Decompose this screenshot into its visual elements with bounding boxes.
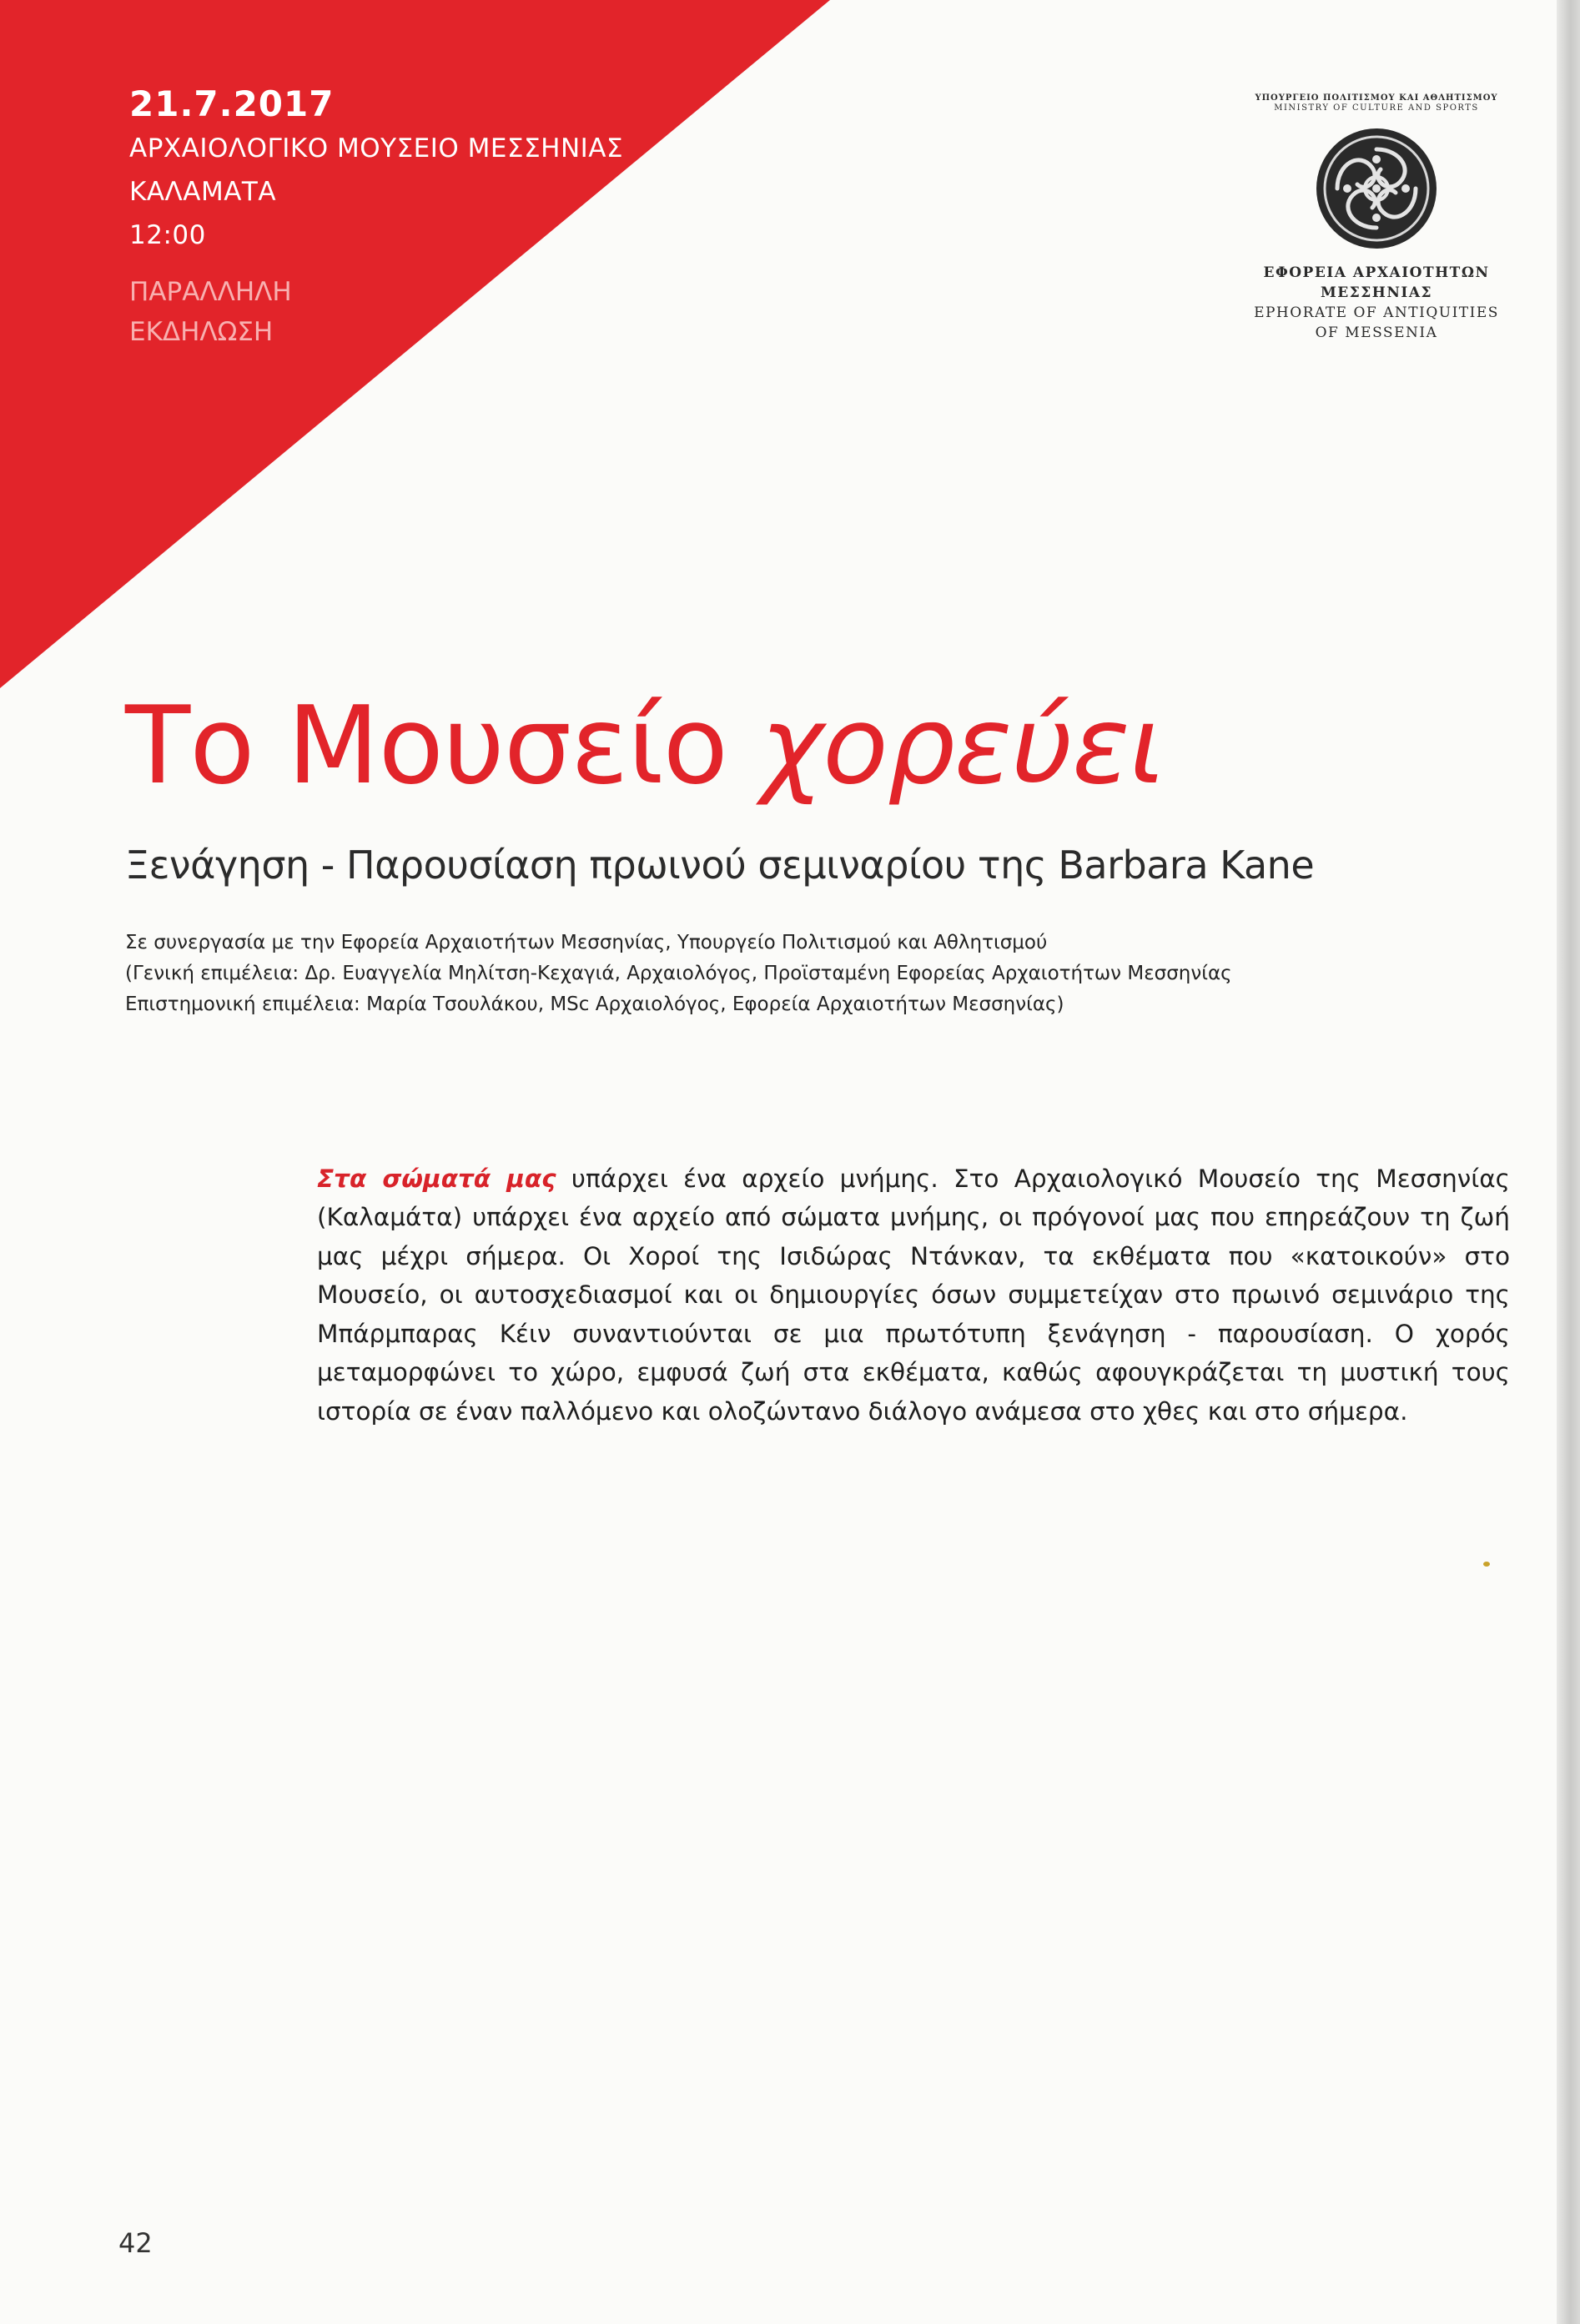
title-regular: Το Μουσείο	[125, 684, 761, 808]
event-info	[129, 82, 623, 352]
credits-line: (Γενική επιμέλεια: Δρ. Ευαγγελία Μηλίτση-Κεχαγιά, Αρχαιολόγος, Προϊσταμένη Εφορείας Αρχαιοτήτων Μεσσηνίας	[125, 963, 1232, 984]
event-time: 12:00	[129, 220, 206, 250]
ministry-name-greek: ΥΠΟΥΡΓΕΙΟ ΠΟΛΙΤΙΣΜΟΥ ΚΑΙ ΑΘΛΗΤΙΣΜΟΥ	[1255, 93, 1498, 103]
ephorate-english-line-2: OF MESSENIA	[1315, 324, 1438, 341]
ephorate-greek-line-2: ΜΕΣΣΗΝΙΑΣ	[1320, 284, 1433, 301]
ministry-name-english: MINISTRY OF CULTURE AND SPORTS	[1274, 103, 1479, 113]
page-title	[125, 684, 1165, 809]
page-edge-shadow	[1557, 0, 1580, 2324]
print-speck	[1483, 1562, 1490, 1567]
page-number: 42	[118, 2227, 153, 2259]
ministry-seal-icon	[1314, 126, 1439, 251]
credits-line: Επιστημονική επιμέλεια: Μαρία Τσουλάκου, MSc Αρχαιολόγος, Εφορεία Αρχαιοτήτων Μεσσηνίας)	[125, 993, 1064, 1015]
event-city: ΚΑΛΑΜΑΤΑ	[129, 177, 277, 207]
page-subtitle: Ξενάγηση - Παρουσίαση πρωινού σεμιναρίου της Barbara Kane	[125, 843, 1315, 888]
ephorate-greek-line-1: ΕΦΟΡΕΙΑ ΑΡΧΑΙΟΤΗΤΩΝ	[1263, 264, 1490, 281]
ephorate-english-line-1: EPHORATE OF ANTIQUITIES	[1254, 304, 1499, 321]
body-lead: Στα σώματά μας	[317, 1164, 556, 1193]
credits-block	[125, 928, 1232, 1020]
parallel-line-1: ΠΑΡΑΛΛΗΛΗ	[129, 277, 292, 307]
body-text: υπάρχει ένα αρχείο μνήμης. Στο Αρχαιολογικό Μουσείο της Μεσσηνίας (Καλαμάτα) υπάρχει ένα αρχείο από σώματα μνήμης, οι πρόγονοί μας που επηρεάζουν τη ζωή μας μέχρι σήμερα. Οι Χοροί της Ισιδώρας Ντάνκαν, τα εκθέματα που «κατοικούν» στο Μουσείο, οι αυτοσχεδιασμοί και οι δημιουργίες όσων συμμετείχαν στο πρωινό σεμινάριο της Μπάρμπαρας Κέιν συναντιούνται σε μια πρωτότυπη ξενάγηση - παρουσίαση. Ο χορός μεταμορφώνει το χώρο, εμφυσά ζωή στα εκθέματα, καθώς αφουγκράζεται τη μυστική τους ιστορία σε έναν παλλόμενο και ολοζώντανο διάλογο ανάμεσα στο χθες και στο σήμερα.	[317, 1164, 1510, 1426]
parallel-line-2: ΕΚΔΗΛΩΣΗ	[129, 317, 274, 347]
ministry-logo-block	[1230, 93, 1522, 343]
parallel-event-label	[129, 272, 623, 352]
credits-line: Σε συνεργασία με την Εφορεία Αρχαιοτήτων Μεσσηνίας, Υπουργείο Πολιτισμού και Αθλητισμού	[125, 932, 1048, 953]
body-paragraph	[317, 1159, 1510, 1431]
event-venue: ΑΡΧΑΙΟΛΟΓΙΚΟ ΜΟΥΣΕΙΟ ΜΕΣΣΗΝΙΑΣ	[129, 133, 624, 163]
title-italic: χορεύει	[760, 684, 1165, 808]
event-date: 21.7.2017	[129, 83, 335, 124]
